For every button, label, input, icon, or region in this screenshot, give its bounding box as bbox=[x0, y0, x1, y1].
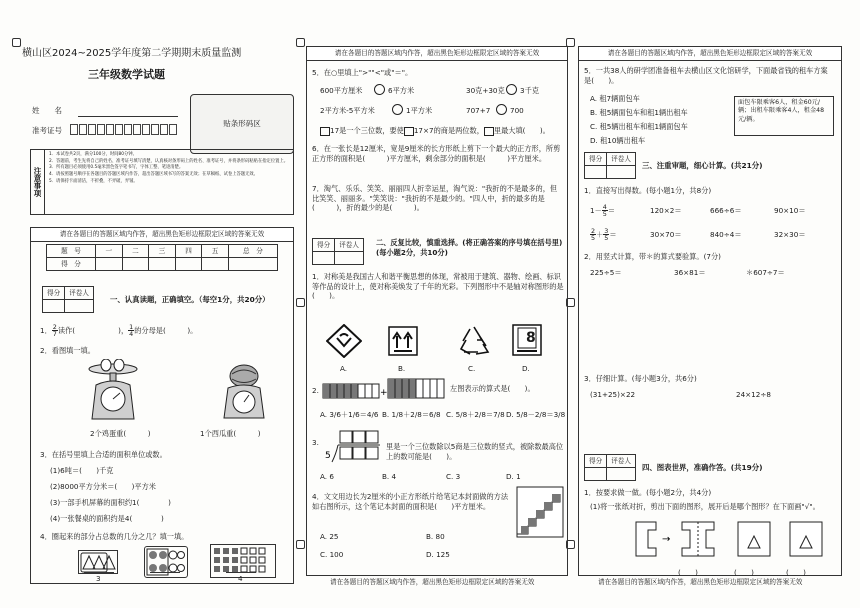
compare-circle[interactable] bbox=[496, 104, 507, 115]
q9-option-a[interactable]: A. 3/6＋1/6＝4/6 bbox=[320, 410, 379, 419]
q3-item: (1)6吨＝( )千克 bbox=[50, 466, 114, 475]
q1-read-as: 读作( )， bbox=[57, 325, 129, 335]
svg-text:5: 5 bbox=[325, 451, 331, 461]
section-3-heading: 三、注重审题，细心计算。(共21分) bbox=[642, 161, 763, 170]
score-header-cell: 题 号 bbox=[47, 245, 96, 258]
note-item: 3．所有题目必须使用0.5毫米黑色签字笔书写，字体工整、笔迹清楚。 bbox=[49, 165, 184, 171]
q10-option-d[interactable]: D. 1 bbox=[506, 472, 521, 481]
score-cell[interactable] bbox=[202, 258, 229, 271]
score-table bbox=[46, 244, 278, 271]
section-1-heading: 一、认真读题，正确填空。（每空1分，共20分） bbox=[110, 295, 270, 304]
note-item: 1．本试卷共2页，满分100分，时间80分钟。 bbox=[49, 152, 137, 157]
q10-option-c[interactable]: C. 3 bbox=[446, 472, 461, 481]
bottom-notice: 请在各题目的答题区域内作答，超出黑色矩形边框限定区域的答案无效 bbox=[330, 578, 535, 586]
calc-1-item: 90×10＝ bbox=[774, 206, 806, 215]
calc-2-item: ＊607÷7＝ bbox=[746, 268, 785, 277]
grader-score-label: 得分 bbox=[313, 239, 335, 252]
q5-left-1: 600平方厘米 bbox=[320, 86, 363, 95]
calc-1-item: 1－ $\frac{4}{5}$ ＝ bbox=[590, 203, 616, 219]
q3-item: (4)一张餐桌的面积约是4( ) bbox=[50, 514, 164, 523]
calc-1: 1．直接写出得数。(每小题1分，共8分) bbox=[584, 186, 712, 195]
calc-3-item: 24×12÷8 bbox=[736, 390, 771, 399]
q1-denominator: 的分母是( )。 bbox=[134, 325, 198, 335]
q5-text: 17是一个三位数，要使 bbox=[330, 126, 404, 135]
blank-square[interactable] bbox=[484, 127, 494, 136]
q10-option-b[interactable]: B. 4 bbox=[382, 472, 397, 481]
q4-answer-2[interactable] bbox=[150, 572, 180, 573]
q4: 4．圈起来的部分占总数的几分之几？填一填。 bbox=[40, 532, 189, 541]
score-row-label: 得 分 bbox=[47, 258, 96, 271]
sign-digit: 8 bbox=[526, 330, 536, 346]
note-item: 2．答题前，考生先将自己的姓名、准考证号填写清楚，认真核对条形码上的姓名、准考证号，并将条形码粘贴在指定位置上。 bbox=[49, 158, 289, 164]
recycle-icon bbox=[456, 324, 492, 358]
egg-scale-icon bbox=[82, 359, 144, 423]
exam-title: 横山区2024~2025学年度第二学期期末质量监测 bbox=[22, 48, 242, 59]
column-1 bbox=[20, 24, 298, 584]
region-notice: 请在各题目的答题区域内作答，超出黑色矩形边框限定区域的答案无效 bbox=[306, 46, 568, 61]
barcode-label: 贴条形码区 bbox=[223, 118, 261, 128]
watermelon-scale-icon bbox=[216, 364, 272, 422]
calc-3-item: (31+25)×22 bbox=[590, 390, 636, 399]
q10-option-a[interactable]: A. 6 bbox=[320, 472, 334, 481]
q5-text: 里最大填( )。 bbox=[493, 126, 550, 135]
score-cell[interactable] bbox=[122, 258, 149, 271]
grader-score-cell[interactable] bbox=[585, 166, 607, 179]
calc-1-item: 666÷6＝ bbox=[710, 206, 742, 215]
svg-text:→: → bbox=[662, 534, 671, 545]
calc-1-item: 120×2＝ bbox=[650, 206, 682, 215]
q10-number: 3. bbox=[312, 438, 319, 447]
score-header-cell: 五 bbox=[202, 245, 229, 258]
barcode-area bbox=[190, 94, 294, 154]
q8-option-b[interactable]: B. bbox=[398, 364, 406, 373]
q4-answer-1[interactable] bbox=[84, 572, 114, 573]
note-item: 4．请按照题号顺序在各题目的答题区域内作答，超出答题区域书写的答案无效；在草稿纸、试卷上答题无效。 bbox=[49, 171, 258, 177]
fraction-strip-figure bbox=[322, 378, 448, 400]
q5-left-3: 2平方米-5平方米 bbox=[320, 106, 375, 115]
calc-2-item: 225÷5＝ bbox=[590, 268, 622, 277]
q5: 5．在○里填上">""<"或"＝"。 bbox=[312, 68, 413, 77]
q11-option-d[interactable]: D. 125 bbox=[426, 550, 450, 559]
q9: 左图表示的算式是( )。 bbox=[450, 384, 535, 393]
bottom-notice: 请在各题目的答题区域内作答，超出黑色矩形边框限定区域的答案无效 bbox=[598, 578, 803, 586]
q9-option-b[interactable]: B. 1/8＋2/8＝6/8 bbox=[382, 410, 441, 419]
calc-2: 2．用竖式计算，带＊的算式要验算。(7分) bbox=[584, 252, 721, 261]
binding-hole bbox=[12, 38, 21, 47]
q5-rental: 5．一共38人的研学团准备租车去横山区文化馆研学，下面最省钱的租车方案是( )。 bbox=[584, 66, 828, 85]
id-label: 准考证号 bbox=[32, 126, 62, 135]
rental-option-d[interactable]: D. 租10辆出租车 bbox=[590, 136, 646, 145]
q9-option-c[interactable]: C. 5/8＋2/8＝7/8 bbox=[446, 410, 505, 419]
grader-score-label: 得分 bbox=[43, 287, 65, 300]
grader-table-1 bbox=[42, 286, 94, 313]
score-header-cell: 二 bbox=[122, 245, 149, 258]
fraction-2-7: $\frac{2}{7}$ bbox=[52, 323, 57, 339]
section-4-heading: 四、图表世界，准确作答。(共19分) bbox=[642, 463, 763, 472]
exam-subtitle: 三年级数学试题 bbox=[88, 68, 165, 81]
notes-box bbox=[30, 149, 294, 215]
q2-egg-answer: 2个鸡蛋重( ) bbox=[90, 429, 151, 438]
chart-q1: 1．按要求做一做。(每小题2分，共4分) bbox=[584, 488, 712, 497]
q8-option-c[interactable]: C. bbox=[468, 364, 476, 373]
grader-name-cell[interactable] bbox=[335, 252, 364, 265]
grader-score-label: 得分 bbox=[585, 153, 607, 166]
q5-right-1: 6平方米 bbox=[388, 86, 415, 95]
rental-option-c[interactable]: C. 租5辆出租车和租1辆面包车 bbox=[590, 122, 688, 131]
q1-number: 1． bbox=[40, 325, 52, 335]
grader-score-cell[interactable] bbox=[585, 468, 607, 481]
rental-price-box: 面包车限乘客6人，租金60元/辆；出租车限乘客4人，租金48元/辆。 bbox=[734, 96, 834, 136]
cup-sign-icon bbox=[326, 324, 362, 358]
q4-figure-circles bbox=[144, 546, 188, 578]
score-cell[interactable] bbox=[96, 258, 123, 271]
notes-heading: 注意事项 bbox=[31, 150, 45, 214]
q5-right-2: 3千克 bbox=[520, 86, 539, 95]
grader-score-label: 得分 bbox=[585, 455, 607, 468]
blank-square[interactable] bbox=[404, 127, 414, 136]
column-2 bbox=[306, 24, 568, 584]
score-header-cell: 三 bbox=[149, 245, 176, 258]
compare-circle[interactable] bbox=[506, 84, 517, 95]
q9-number: 2. bbox=[312, 386, 319, 395]
q8: 1．对称美是我国古人和谐平衡思想的体现，常被用于建筑、器物、绘画、标识等作品的设计上，使对称美焕发了千年的光彩。下列图形中不是轴对称图形的是( )。 bbox=[312, 272, 564, 301]
grader-name-cell[interactable] bbox=[65, 300, 94, 313]
score-cell[interactable] bbox=[175, 258, 202, 271]
compare-circle[interactable] bbox=[374, 84, 385, 95]
calc-1-item: 840÷4＝ bbox=[710, 230, 742, 239]
q3-item: (3)一部手机屏幕的面积约1( ) bbox=[50, 498, 171, 507]
blank-square[interactable] bbox=[320, 127, 330, 136]
calc-3: 3．仔细计算。(每小题3分，共6分) bbox=[584, 374, 697, 383]
grader-table-4 bbox=[584, 454, 636, 481]
q5-right-3: 1平方米 bbox=[406, 106, 433, 115]
note-item: 5．请保持卡面清洁，不折叠，不弄破，弄皱。 bbox=[49, 178, 138, 184]
grader-label: 评卷人 bbox=[335, 239, 364, 252]
calc-1-item: 30×70＝ bbox=[650, 230, 682, 239]
q5-text: 17×7的商是两位数， bbox=[413, 126, 484, 135]
grader-label: 评卷人 bbox=[65, 287, 94, 300]
q4-figure-triangles bbox=[78, 550, 118, 574]
q2-melon-answer: 1个西瓜重( ) bbox=[200, 429, 261, 438]
section-2-heading: 二、反复比较，慎重选择。(将正确答案的序号填在括号里)(每小题2分，共10分) bbox=[376, 238, 563, 257]
q4-answer-3[interactable] bbox=[226, 572, 256, 573]
q10: 里是一个三位数除以5商是三位数的竖式，被除数最高位上的数可能是( )。 bbox=[386, 442, 564, 461]
q11-option-b[interactable]: B. 80 bbox=[426, 532, 445, 541]
region-notice: 请在各题目的答题区域内作答，超出黑色矩形边框限定区域的答案无效 bbox=[30, 227, 294, 242]
svg-text:+: + bbox=[380, 388, 388, 398]
choice-paren-1[interactable]: ( ) bbox=[678, 568, 698, 577]
choice-paren-2[interactable]: ( ) bbox=[734, 568, 754, 577]
q1 bbox=[40, 324, 197, 338]
paper-cut-figures bbox=[634, 518, 834, 566]
q5-right-4: 700 bbox=[510, 106, 524, 115]
notes-list bbox=[49, 152, 291, 185]
name-field[interactable] bbox=[78, 116, 178, 117]
score-cell[interactable] bbox=[228, 258, 277, 271]
division-frame-figure bbox=[324, 430, 382, 466]
q3-item: (2)8000平方分米＝( )平方米 bbox=[50, 482, 156, 491]
binding-hole bbox=[296, 298, 305, 307]
region-notice: 请在各题目的答题区域内作答，超出黑色矩形边框限定区域的答案无效 bbox=[578, 46, 842, 61]
grader-table-2 bbox=[312, 238, 364, 265]
grader-table-3 bbox=[584, 152, 636, 179]
calc-1-item: 32×30＝ bbox=[774, 230, 806, 239]
q9-option-d[interactable]: D. 5/8－2/8＝3/8 bbox=[506, 410, 566, 419]
grader-score-cell[interactable] bbox=[313, 252, 335, 265]
this-way-up-icon bbox=[388, 326, 418, 356]
notebook-cover-figure bbox=[516, 486, 564, 538]
q5-left-4: 707+7 bbox=[466, 106, 491, 115]
id-boxes[interactable] bbox=[70, 124, 178, 135]
grader-name-cell[interactable] bbox=[607, 468, 636, 481]
q5-digit-question bbox=[320, 126, 550, 136]
grader-score-cell[interactable] bbox=[43, 300, 65, 313]
q11-option-a[interactable]: A. 25 bbox=[320, 532, 339, 541]
compare-circle[interactable] bbox=[392, 104, 403, 115]
score-cell[interactable] bbox=[149, 258, 176, 271]
calc-2-item: 36×81＝ bbox=[674, 268, 706, 277]
grader-name-cell[interactable] bbox=[607, 166, 636, 179]
score-header-cell: 一 bbox=[96, 245, 123, 258]
q11: 4．文文用边长为2厘米的小正方形纸片给笔记本封面做的方法如右图所示，这个笔记本封面的面积是( )平方厘米。 bbox=[312, 492, 509, 511]
grader-label: 评卷人 bbox=[607, 455, 636, 468]
score-header-cell: 四 bbox=[175, 245, 202, 258]
q8-option-a[interactable]: A. bbox=[340, 364, 348, 373]
rental-option-b[interactable]: B. 租5辆面包车和租1辆出租车 bbox=[590, 108, 688, 117]
q11-option-c[interactable]: C. 100 bbox=[320, 550, 344, 559]
grader-label: 评卷人 bbox=[607, 153, 636, 166]
q8-option-d[interactable]: D. bbox=[522, 364, 530, 373]
calc-1-item: $\frac{2}{5}$ ＋ $\frac{3}{5}$ ＝ bbox=[591, 227, 617, 243]
binding-hole bbox=[296, 540, 305, 549]
choice-paren-3[interactable]: ( ) bbox=[786, 568, 806, 577]
q7: 7．淘气、乐乐、笑笑、丽丽四人折幸运星，淘气说："我折的不是最多的，但比笑笑、丽丽多。"笑笑说："我折的不是最少的。"四人中，折的最多的是( )，折的最少的是( )。 bbox=[312, 184, 558, 213]
q6: 6．在一张长是12厘米，宽是9厘米的长方形纸上剪下一个最大的正方形，所剪正方形的面积是( )平方厘米，剩余部分的面积是( )平方厘米。 bbox=[312, 144, 561, 163]
name-label: 姓 名 bbox=[32, 106, 62, 115]
fraction-1-4: $\frac{1}{4}$ bbox=[129, 323, 134, 339]
q4-denominator: 4 bbox=[238, 574, 243, 583]
rental-option-a[interactable]: A. 租7辆面包车 bbox=[590, 94, 640, 103]
binding-hole bbox=[296, 38, 305, 47]
chart-q1-a: (1)将一张纸对折，剪出下面的图形，展开后是哪个图形？在下面画"√"。 bbox=[590, 502, 820, 511]
q4-denominator: 3 bbox=[96, 574, 101, 583]
q5-left-2: 30克+30克 bbox=[466, 86, 505, 95]
column-3 bbox=[578, 24, 842, 584]
score-header-cell: 总 分 bbox=[228, 245, 277, 258]
q2: 2．看图填一填。 bbox=[40, 346, 95, 355]
q3: 3．在括号里填上合适的面积单位或数。 bbox=[40, 450, 167, 459]
